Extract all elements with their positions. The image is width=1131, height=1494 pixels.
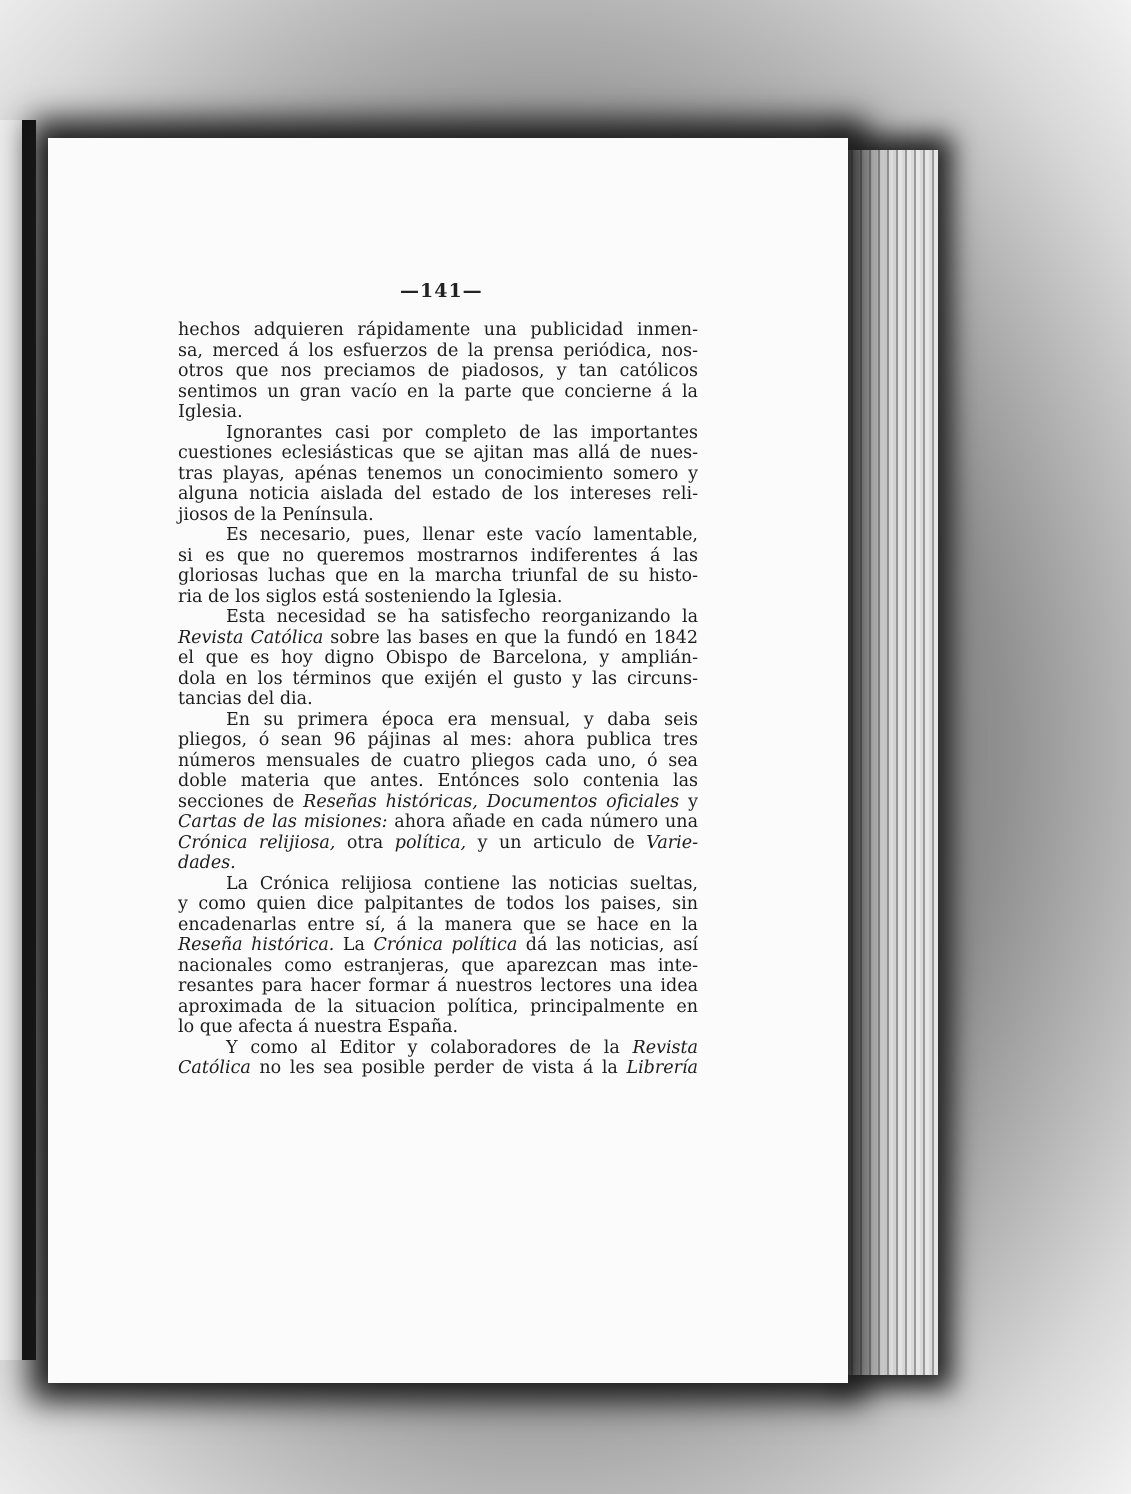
text-segment: sa, merced á los esfuerzos de la prensa periódica, nos- [178, 340, 698, 361]
text-line [178, 689, 698, 710]
text-line [178, 874, 698, 895]
text-segment: La [334, 935, 374, 955]
text-segment: y como quien dice palpitantes de todos los paises, sin [178, 894, 698, 914]
text-segment: dá las noticias, así [517, 935, 698, 955]
text-segment: Es necesario, pues, llenar este vacío lamentable, [226, 525, 698, 545]
text-segment: tancias del dia. [178, 689, 313, 709]
text-segment: si es que no queremos mostrarnos indiferentes á las [178, 545, 698, 566]
text-segment: sobre las bases en que la fundó en 1842 [323, 627, 698, 648]
text-segment: doble materia que antes. Entónces solo contenia las [178, 771, 698, 791]
left-page-edge [0, 120, 36, 1360]
text-segment: lo que afecta á nuestra España. [178, 1017, 459, 1037]
text-line [178, 792, 698, 813]
text-line [178, 1017, 698, 1038]
text-line [178, 997, 698, 1018]
text-segment: jiosos de la Península. [178, 504, 374, 525]
text-segment: ahora añade en cada número una [387, 812, 699, 832]
text-segment: encadenarlas entre sí, á la manera que se hace en la [178, 914, 698, 935]
text-segment: ria de los siglos está sosteniendo la Iglesia. [178, 586, 563, 607]
text-segment: otra [335, 832, 395, 853]
text-segment: cuestiones eclesiásticas que se ajitan mas allá de nues- [178, 443, 698, 463]
text-line [178, 505, 698, 526]
italic-text: Revista Católica [178, 627, 324, 648]
italic-text: política, [394, 832, 467, 853]
italic-text: Reseña histórica. [178, 935, 335, 955]
text-line [178, 546, 698, 567]
text-segment: y [679, 791, 698, 812]
text-line [178, 956, 698, 977]
text-line [178, 730, 698, 751]
text-segment: resantes para hacer formar á nuestros lectores una idea [178, 976, 698, 996]
text-segment: sentimos un gran vacío en la parte que concierne á la [178, 381, 698, 402]
text-line [178, 915, 698, 936]
text-line [178, 648, 698, 669]
text-line [178, 771, 698, 792]
text-line [178, 812, 698, 833]
text-segment: En su primera época era mensual, y daba seis [226, 709, 698, 730]
book-page-edges [848, 150, 938, 1375]
italic-text: Crónica política [373, 935, 518, 955]
text-line [178, 935, 698, 956]
text-line [178, 1038, 698, 1059]
text-line [178, 443, 698, 464]
text-segment: números mensuales de cuatro pliegos cada uno, ó sea [178, 750, 698, 771]
text-line [178, 423, 698, 444]
text-line [178, 833, 698, 854]
text-line [178, 1058, 698, 1079]
text-line [178, 341, 698, 362]
italic-text: Revista [632, 1037, 698, 1058]
text-line [178, 669, 698, 690]
text-segment: Ignorantes casi por completo de las importantes [226, 422, 698, 443]
text-segment: aproximada de la situacion política, principalmente en [178, 996, 698, 1017]
italic-text: dades. [178, 853, 236, 873]
text-segment: La Crónica relijiosa contiene las noticias sueltas, [226, 873, 698, 894]
text-segment: gloriosas luchas que en la marcha triunfal de su histo- [178, 566, 698, 586]
text-segment: hechos adquieren rápidamente una publicidad inmen- [178, 320, 698, 340]
text-segment: dola en los términos que exijén el gusto y las circuns- [178, 668, 698, 689]
text-segment: Esta necesidad se ha satisfecho reorganizando la [226, 607, 698, 627]
text-segment: nacionales como estranjeras, que aparezcan mas inte- [178, 955, 698, 976]
text-segment: tras playas, apénas tenemos un conocimiento somero y [178, 463, 698, 484]
body-text [178, 320, 698, 1079]
italic-text: Católica [178, 1058, 251, 1078]
text-line [178, 320, 698, 341]
text-line [178, 710, 698, 731]
text-segment: no les sea posible perder de vista á la [250, 1058, 627, 1078]
text-segment: Y como al Editor y colaboradores de la [226, 1037, 633, 1058]
text-segment: alguna noticia aislada del estado de los intereses reli- [178, 484, 698, 504]
text-line [178, 484, 698, 505]
italic-text: Reseñas históricas, Documentos oficiales [303, 791, 680, 812]
text-line [178, 853, 698, 874]
text-segment: pliegos, ó sean 96 pájinas al mes: ahora publica tres [178, 730, 698, 750]
text-line [178, 566, 698, 587]
text-line [178, 464, 698, 485]
italic-text: Librería [626, 1058, 698, 1078]
text-line [178, 361, 698, 382]
text-segment: otros que nos preciamos de piadosos, y tan católicos [178, 361, 698, 381]
text-segment: el que es hoy digno Obispo de Barcelona, y amplián- [178, 648, 698, 668]
text-line [178, 976, 698, 997]
text-segment: y un articulo de [466, 832, 647, 853]
text-segment: secciones de [178, 791, 304, 812]
page-number: —141— [400, 280, 483, 302]
italic-text: Crónica relijiosa, [178, 832, 336, 853]
italic-text: Cartas de las misiones: [178, 812, 388, 832]
italic-text: Varie- [646, 832, 698, 853]
text-line [178, 587, 698, 608]
text-line [178, 894, 698, 915]
text-line [178, 382, 698, 403]
text-line [178, 607, 698, 628]
text-line [178, 402, 698, 423]
text-line [178, 525, 698, 546]
text-line [178, 628, 698, 649]
text-segment: Iglesia. [178, 402, 243, 422]
text-line [178, 751, 698, 772]
